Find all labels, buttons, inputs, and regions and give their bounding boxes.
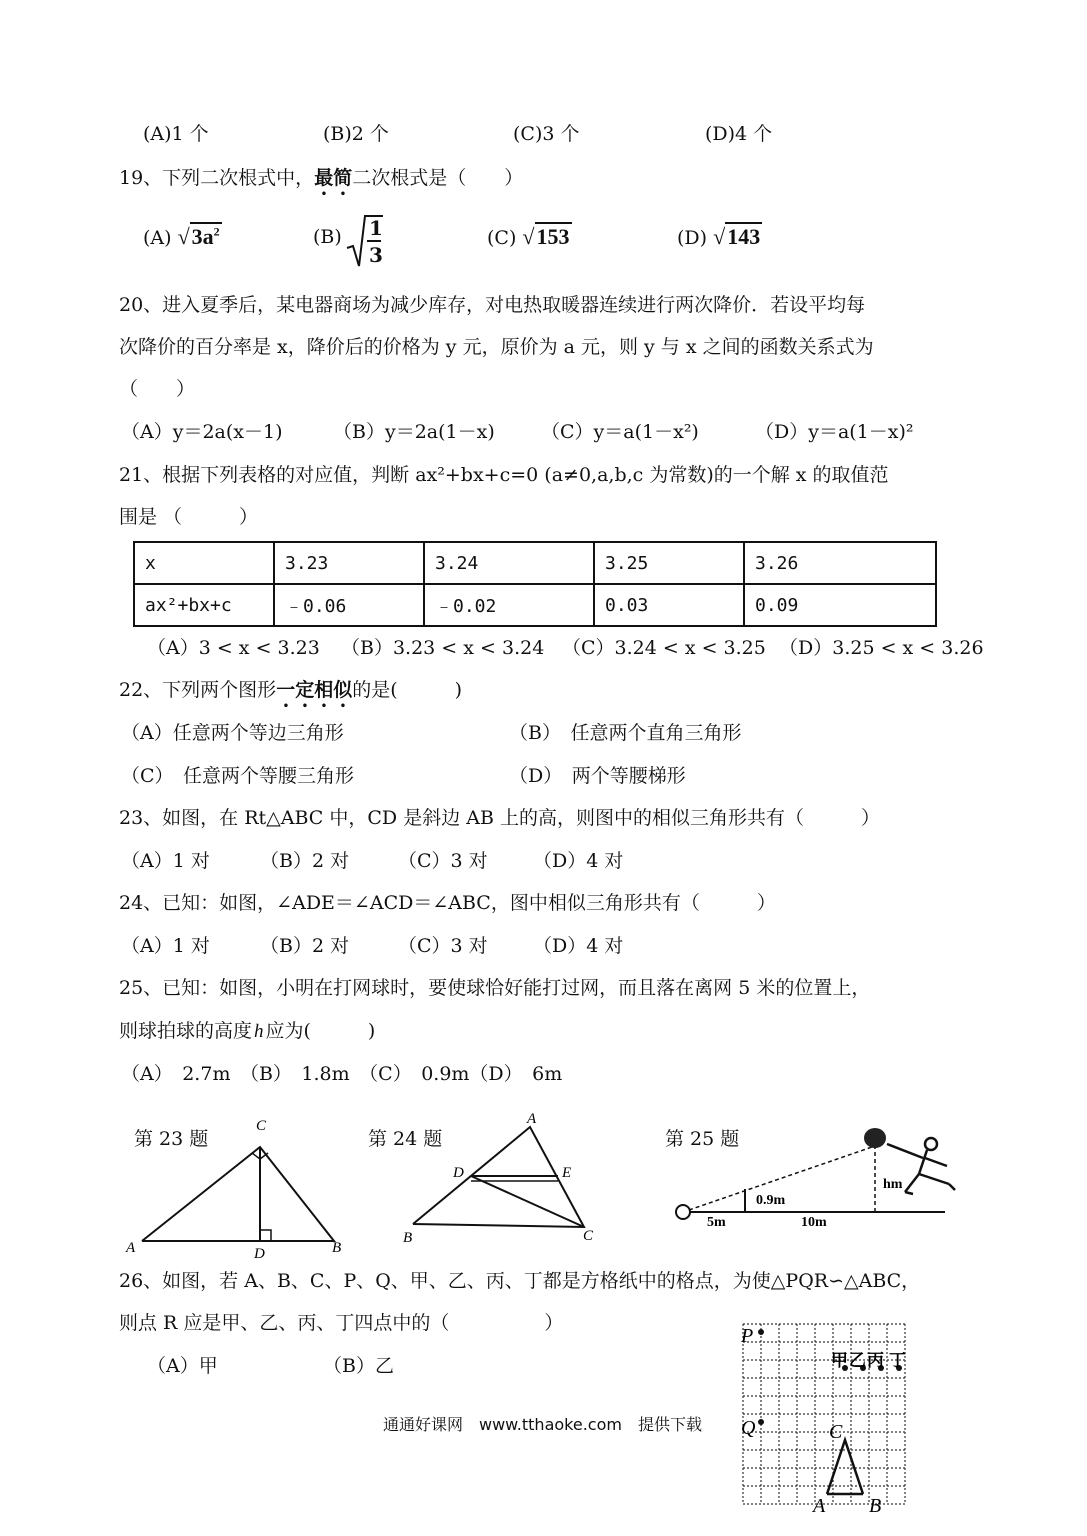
fraction-numerator: 1 [369,216,383,240]
fig23-label-c: C [256,1118,267,1134]
fig25-caption: 第 25 题 [665,1128,740,1150]
q18-option-a: (A)1 个 [143,123,209,145]
fig23-label-d: D [254,1246,265,1262]
table-row [134,584,936,626]
racket-icon [864,1128,886,1148]
q22-stem-pre: 22、下列两个图形 [119,679,277,701]
q21-option-a: （A）3 < x < 3.23 [147,637,320,659]
q21-line-2: 围是 （ ） [119,506,259,528]
q24-option-b: （B）2 对 [260,935,350,957]
fig24-caption: 第 24 题 [368,1128,443,1150]
fig25-tennis-diagram [665,1122,975,1232]
grid-label-ding: 丁 [889,1351,906,1370]
q19-option-b [313,212,383,267]
fig23-triangle-diagram [120,1112,360,1262]
exponent-2: 2 [213,224,220,239]
radicand-143: 143 [727,224,761,249]
grid-label-yi: 乙 [849,1351,866,1370]
grid-label-q: Q [741,1417,756,1439]
q20-option-c: （C）y＝a(1－x²) [541,421,699,443]
tennis-ball-icon [676,1205,690,1219]
q19-stem-post: 二次根式是（ ） [352,167,524,189]
table-cell: 3.25 [594,542,744,584]
q22-emphasis: 一定相似 [276,679,353,701]
grid-label-bing: 丙 [867,1351,884,1370]
table-cell: ﹣0.02 [424,584,594,626]
fig24-label-b: B [403,1230,413,1246]
grid-label-c: C [829,1421,843,1443]
fig23-label-b: B [332,1240,342,1256]
q25-variable-h: h [254,1021,264,1042]
q25-line-2-pre: 则球拍球的高度 [119,1020,253,1042]
table-cell: ax²+bx+c [134,584,274,626]
table-cell: 3.23 [274,542,424,584]
q26-option-b: （B）乙 [323,1355,394,1377]
q18-option-c: (C)3 个 [513,123,580,145]
fig25-label-h: hm [883,1177,903,1192]
table-cell: 3.26 [744,542,936,584]
grid-label-a: A [813,1495,826,1517]
fig25-label-net-height: 0.9m [756,1193,786,1208]
q23-option-a: （A）1 对 [121,850,210,872]
q19-option-b-label: (B) [313,226,342,248]
q19-option-c [487,224,572,250]
q20-line-3: （ ） [119,378,196,400]
q25-line-2 [119,1016,375,1043]
q24-option-a: （A）1 对 [121,935,210,957]
table-cell: x [134,542,274,584]
sqrt-153: √153 [522,224,570,249]
page-footer: 通通好课网 www.tthaoke.com 提供下载 [383,1415,702,1434]
q23-option-c: （C）3 对 [398,850,488,872]
q19-option-a-label: (A) [143,227,172,249]
sqrt-143: √143 [713,224,761,249]
q20-line-1: 20、进入夏季后，某电器商场为减少库存，对电热取暖器连续进行两次降价．若设平均每 [119,294,866,316]
q19-option-a [143,224,222,250]
q26-grid-diagram [735,1318,915,1518]
fig24-label-c: C [583,1228,594,1244]
q20-option-b: （B）y＝2a(1－x) [333,421,495,443]
q26-line-1: 26、如图，若 A、B、C、P、Q、甲、乙、丙、丁都是方格纸中的格点，为使△PQR∽△ABC， [119,1270,921,1292]
q21-option-b: （B）3.23 < x < 3.24 [341,637,545,659]
table-cell: 3.24 [424,542,594,584]
q22-option-d: （D） 两个等腰梯形 [509,765,686,787]
q25-options: （A） 2.7m （B） 1.8m （C） 0.9m（D） 6m [121,1063,563,1085]
q18-option-b: (B)2 个 [323,123,389,145]
q20-option-d: （D）y＝a(1－x)² [755,421,914,443]
q22-stem [119,675,462,712]
q25-line-2-post: 应为( ) [265,1020,376,1042]
q20-line-2: 次降价的百分率是 x，降价后的价格为 y 元，原价为 a 元，则 y 与 x 之间的函数关系式为 [119,336,874,358]
grid-label-p: P [741,1325,754,1347]
q22-option-b: （B） 任意两个直角三角形 [509,722,742,744]
q26-line-2: 则点 R 应是甲、乙、丙、丁四点中的（ ） [119,1312,564,1334]
q22-option-a: （A）任意两个等边三角形 [121,722,344,744]
grid-label-b: B [869,1495,882,1517]
q20-option-a: （A）y＝2a(x－1) [121,421,283,443]
q24-option-c: （C）3 对 [398,935,488,957]
q21-value-table [133,541,937,627]
q23-stem: 23、如图，在 Rt△ABC 中，CD 是斜边 AB 上的高，则图中的相似三角形共有（ ） [119,807,880,829]
q19-option-d-label: (D) [677,227,708,249]
q21-option-c: （C）3.24 < x < 3.25 [562,637,766,659]
fraction-denominator: 3 [369,243,383,267]
q23-option-d: （D）4 对 [533,850,624,872]
radicand-3a: 3a [191,224,214,249]
grid-label-jia: 甲 [831,1351,848,1370]
q19-option-d [677,224,762,250]
q19-emphasis: 最简 [314,167,353,189]
fig23-label-a: A [126,1240,136,1256]
fig24-label-d: D [453,1165,464,1181]
fig24-triangle-diagram [395,1110,615,1250]
q22-option-c: （C） 任意两个等腰三角形 [121,765,355,787]
q26-option-a: （A）甲 [147,1355,218,1377]
q19-option-c-label: (C) [487,227,517,249]
fig25-label-5m: 5m [707,1215,726,1230]
fig24-label-a: A [527,1111,537,1127]
q23-option-b: （B）2 对 [260,850,350,872]
q25-line-1: 25、已知：如图，小明在打网球时，要使球恰好能打过网，而且落在离网 5 米的位置上， [119,977,871,999]
fig25-label-10m: 10m [801,1215,827,1230]
sqrt-3a2: $√3a^2$ [177,224,220,249]
q22-stem-post: 的是( ) [352,679,463,701]
q19-stem-pre: 19、下列二次根式中， [119,167,315,189]
table-cell: 0.03 [594,584,744,626]
fig23-caption: 第 23 题 [134,1128,209,1150]
q24-stem: 24、已知：如图，∠ADE＝∠ACD＝∠ABC，图中相似三角形共有（ ） [119,892,776,914]
q18-option-d: (D)4 个 [705,123,773,145]
q21-option-d: （D）3.25 < x < 3.26 [779,637,984,659]
table-row [134,542,936,584]
q19-stem [119,163,523,200]
fig24-label-e: E [562,1165,572,1181]
q21-line-1: 21、根据下列表格的对应值，判断 ax²+bx+c=0 (a≠0,a,b,c 为常数)的一个解 x 的取值范 [119,464,889,486]
q24-option-d: （D）4 对 [533,935,624,957]
table-cell: ﹣0.06 [274,584,424,626]
table-cell: 0.09 [744,584,936,626]
radicand-153: 153 [536,224,570,249]
